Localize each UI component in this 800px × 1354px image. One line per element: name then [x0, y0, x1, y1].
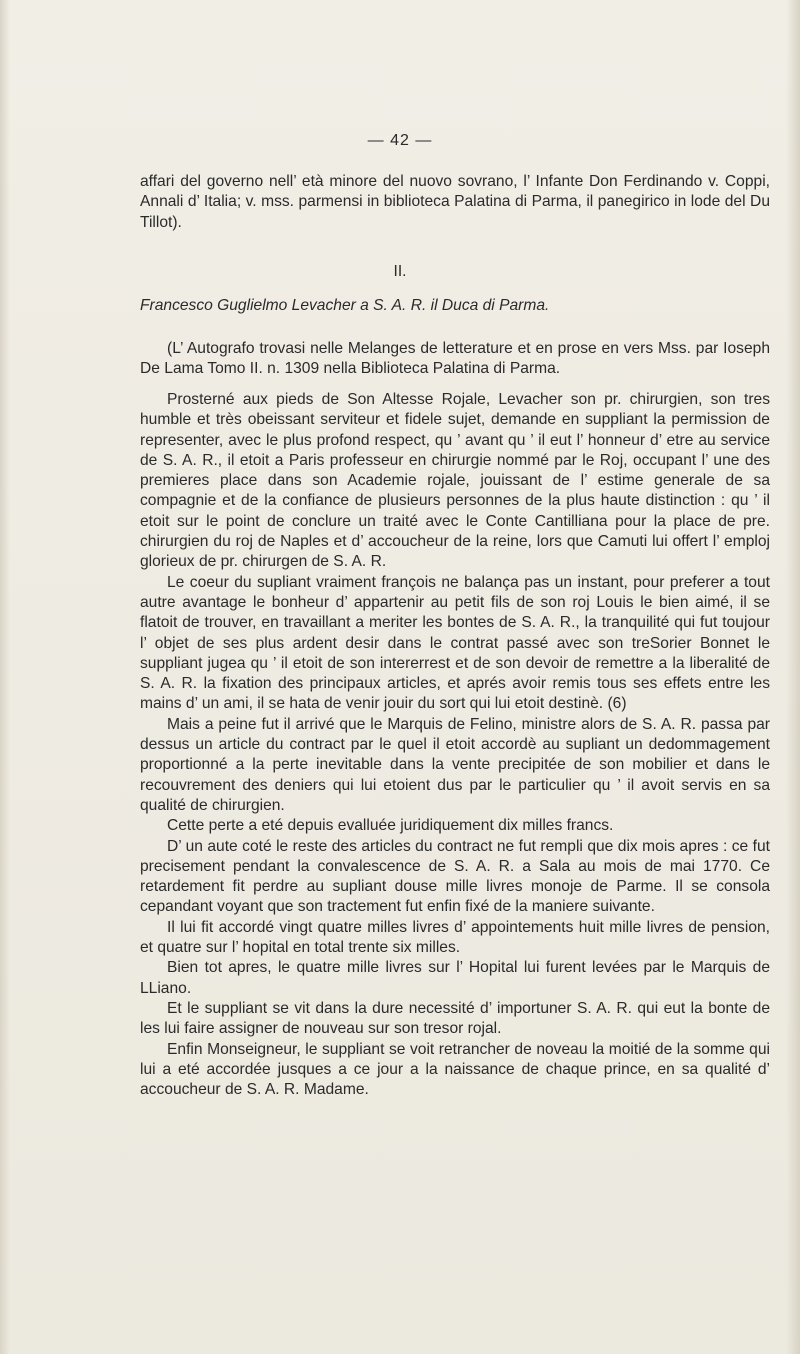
- intro-text: affari del governo nell’ età minore del nuovo sovrano, l’ Infante Don Ferdinando v. Coppi, Annali d’ Italia; v. mss. parmensi in biblioteca Palatina di Parma, il panegirico in lode del Du Tillot).: [140, 173, 770, 231]
- letter-body: [140, 390, 770, 1100]
- body-paragraph: D’ un aute coté le reste des articles du contract ne fut rempli que dix mois apres : ce fut precisement pendant la convalescence de S. A. R. a Sala au mois de mai 1770. Ce retardement fit perdre au supliant douse mille livres monoje de Parme. Il se consola cepandant voyant que son tractement fut enfin fixé de la maniere suivante.: [140, 837, 770, 916]
- body-paragraph: Cette perte a eté depuis evalluée juridiquement dix milles francs.: [167, 817, 614, 835]
- body-paragraph: Il lui fit accordé vingt quatre milles livres d’ appointements huit mille livres de pension, et quatre sur l’ hopital en total trente six milles.: [140, 918, 770, 957]
- page-number: — 42 —: [367, 132, 433, 149]
- section-number: II.: [393, 263, 407, 280]
- page-edge-left: [0, 0, 10, 1354]
- body-paragraph: Le coeur du supliant vraiment françois ne balança pas un instant, pour preferer a tout autre avantage le bonheur d’ appartenir au petit fils de son roj Louis le bien aimé, il se flatoit de trouver, en travaillant a meriter les bontes de S. A. R., la tranquilité qui fut toujour l’ objet de ses plus ardent desir dans le contrat passé avec son treSorier Bonnet le suppliant jugea qu ’ il etoit de son intererrest et de son devoir de remettre a la liberalité de S. A. R. la fixation des principaux articles, et aprés avoir remis tous ses effets entre les mains d’ un ami, il se hata de venir jouir du sort qui lui etoit destinè. (6): [140, 573, 770, 713]
- body-paragraph: Prosterné aux pieds de Son Altesse Rojale, Levacher son pr. chirurgien, son tres humble et très obeissant serviteur et fidele sujet, demande en suppliant la permission de representer, avec le plus profond respect, qu ’ avant qu ’ il eut l’ honneur d’ etre au service de S. A. R., il etoit a Paris professeur en chirurgie nommé par le Roj, occupant l’ une des premieres place dans son Academie rojale, jouissant de l’ estime generale de sa compagnie et de la confiance de plusieurs personnes de la plus haute distinction : qu ’ il etoit sur le point de conclure un traité avec le Conte Cantilliana pour la place de pre. chirurgien du roj de Naples et d’ accoucheur de la reine, lors que Camuti lui offert l’ emploj glorieux de pr. chirurgen de S. A. R.: [140, 391, 770, 571]
- page-edge-right: [786, 0, 800, 1354]
- intro-paragraph: [140, 172, 770, 233]
- body-paragraph: Bien tot apres, le quatre mille livres sur l’ Hopital lui furent levées par le Marquis de LLiano.: [140, 959, 770, 997]
- body-paragraph: Enfin Monseigneur, le suppliant se voit retrancher de noveau la moitié de la somme qui lui a eté accordée jusques a ce jour a la naissance de chaque prince, en sa qualité d’ accoucheur de S. A. R. Madame.: [140, 1040, 770, 1099]
- body-paragraph: Et le suppliant se vit dans la dure necessité d’ importuner S. A. R. qui eut la bonte de les lui faire assigner de nouveau sur son tresor rojal.: [140, 999, 770, 1038]
- source-note: (L’ Autografo trovasi nelle Melanges de letterature et en prose en vers Mss. par Ioseph De Lama Tomo II. n. 1309 nella Biblioteca Palatina di Parma.: [140, 340, 770, 378]
- letter-title: Francesco Guglielmo Levacher a S. A. R. il Duca di Parma.: [140, 297, 550, 314]
- body-paragraph: Mais a peine fut il arrivé que le Marquis de Felino, ministre alors de S. A. R. passa par dessus un article du contract par le quel il etoit accordè au supliant un dedommagement proportionné a la perte inevitable dans la vente precipitée de son mobilier et dans le recouvrement des deniers qui lui etoient dus par le particulier qu ’ il avoit servis en sa qualité de chirurgien.: [140, 715, 770, 814]
